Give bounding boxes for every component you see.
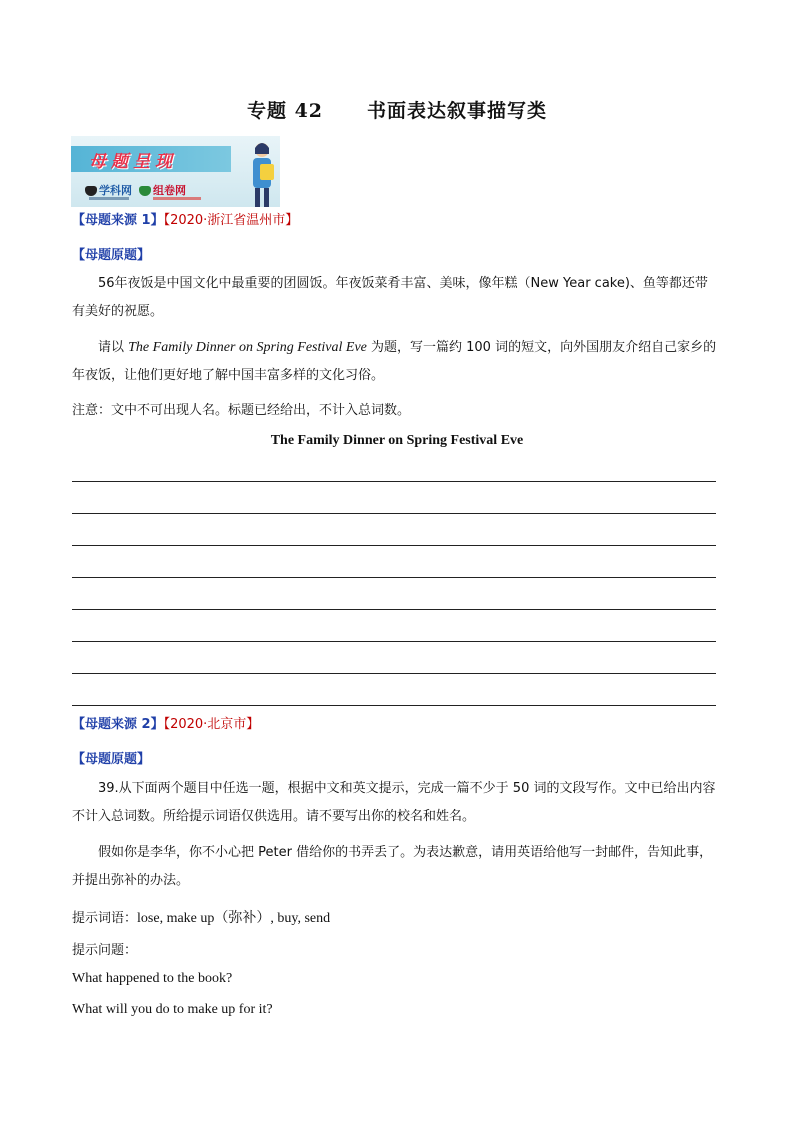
- writing-line[interactable]: [72, 545, 716, 546]
- hint-question-1: What happened to the book?: [72, 971, 233, 986]
- original-label-2: 【母题原题】: [72, 752, 151, 767]
- essay-title-inline: The Family Dinner on Spring Festival Eve: [128, 340, 367, 355]
- section2-paragraph-1: 39.从下面两个题目中任选一题，根据中文和英文提示，完成一篇不少于 50 词的文段写作。文中已给出内容不计入总词数。所给提示词语仅供选用。请不要写出你的校名和姓名。: [72, 781, 716, 824]
- section2-paragraph-2: 假如你是李华，你不小心把 Peter 借给你的书弄丢了。为表达歉意，请用英语给他写一封邮件，告知此事，并提出弥补的办法。: [72, 845, 713, 888]
- grad-cap-icon: [139, 186, 151, 196]
- original-label-1: 【母题原题】: [72, 248, 151, 263]
- writing-line[interactable]: [72, 609, 716, 610]
- essay-title: The Family Dinner on Spring Festival Eve: [270, 433, 524, 448]
- hint-questions-label: 提示问题：: [72, 943, 138, 958]
- section-banner: [71, 136, 280, 207]
- grad-cap-icon: [85, 186, 97, 196]
- teacher-illustration-icon: [247, 140, 277, 207]
- writing-line[interactable]: [72, 481, 716, 482]
- section1-paragraph-1: 56年夜饭是中国文化中最重要的团圆饭。年夜饭菜肴丰富、美味，像年糕（New Year cake)、鱼等都还带有美好的祝愿。: [72, 276, 708, 319]
- source-line-2: [72, 713, 259, 732]
- writing-line[interactable]: [72, 513, 716, 514]
- writing-line[interactable]: [72, 673, 716, 674]
- page-title: [0, 96, 794, 123]
- logo-underline: [89, 197, 129, 200]
- writing-line[interactable]: [72, 577, 716, 578]
- source-tag: 【2020·北京市】: [163, 717, 260, 732]
- hint-words: 提示词语：lose, make up（弥补）, buy, send: [72, 911, 331, 926]
- section1-paragraph-2: 请以 The Family Dinner on Spring Festival Eve 为题，写一篇约 100 词的短文，向外国朋友介绍自己家乡的年夜饭，让他们更好地了解中国丰富多样的文化习俗。: [72, 340, 717, 383]
- section1-note: 注意：文中不可出现人名。标题已经给出，不计入总词数。: [72, 403, 411, 418]
- title-text: 书面表达叙事描写类: [367, 100, 548, 122]
- zujuan-logo: 组卷网: [139, 182, 186, 198]
- source-label: 【母题来源 2】: [72, 717, 164, 732]
- title-number: 专题 42: [246, 100, 324, 122]
- source-line-1: [72, 209, 298, 228]
- xkw-logo: 学科网: [85, 182, 132, 198]
- writing-line[interactable]: [72, 705, 716, 706]
- banner-heading: 母题呈现: [89, 152, 177, 172]
- source-label: 【母题来源 1】: [72, 213, 164, 228]
- source-tag: 【2020·浙江省温州市】: [163, 213, 299, 228]
- writing-line[interactable]: [72, 641, 716, 642]
- logo-underline: [153, 197, 201, 200]
- hint-question-2: What will you do to make up for it?: [72, 1002, 273, 1017]
